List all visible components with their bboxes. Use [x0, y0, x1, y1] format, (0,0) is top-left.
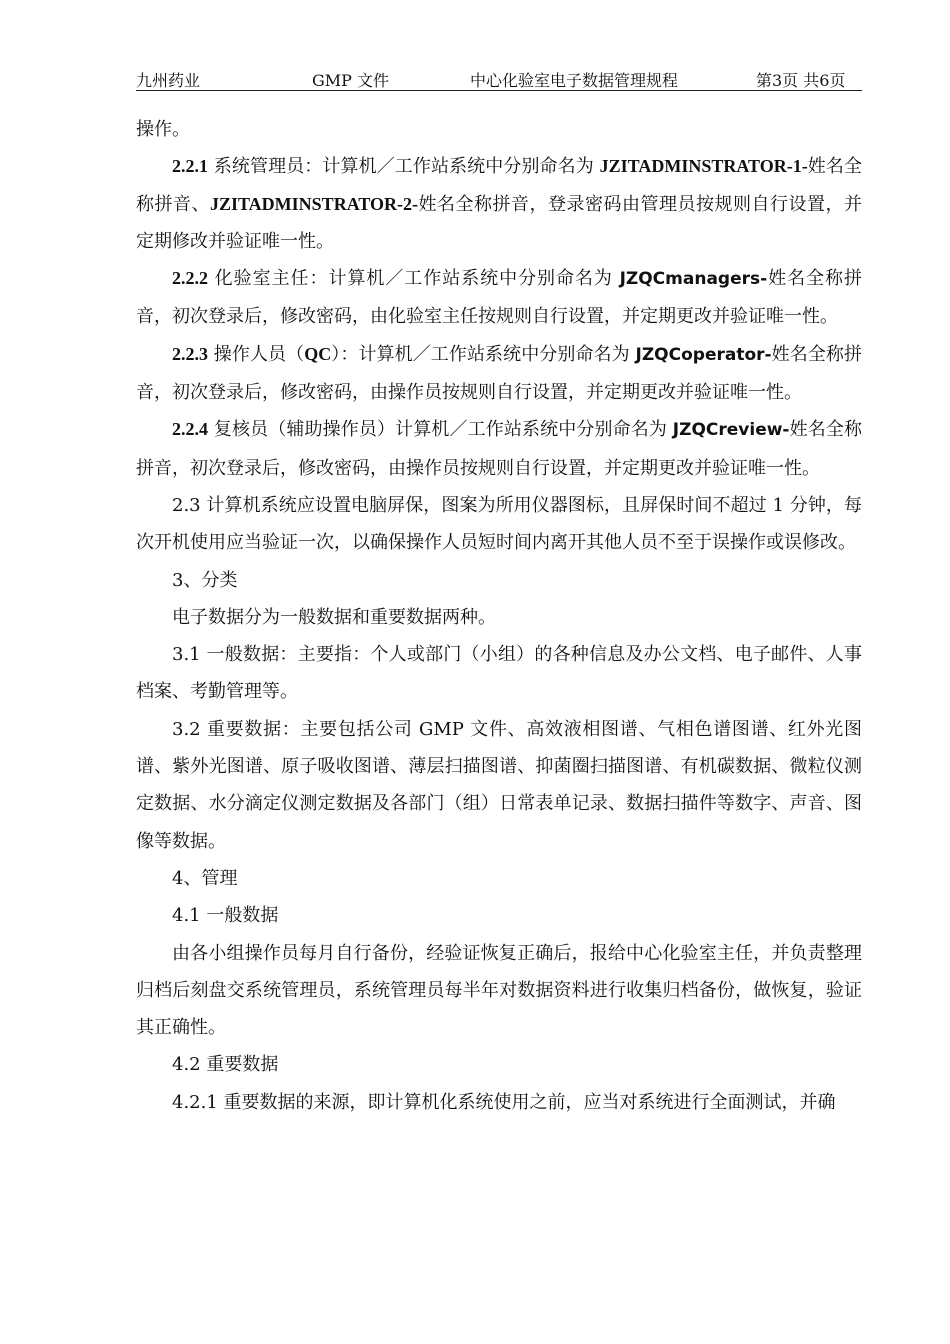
paragraph-2-3: 2.3 计算机系统应设置电脑屏保，图案为所用仪器图标，且屏保时间不超过 1 分钟，每次开机使用应当验证一次，以确保操作人员短时间内离开其他人员不至于误操作或误修改。 [136, 494, 862, 554]
paragraph-text: ）：计算机／工作站系统中分别命名为 [331, 343, 636, 365]
paragraph-continuation: 操作。 [136, 119, 190, 140]
paragraph-text: 复核员（辅助操作员）计算机／工作站系统中分别命名为 [208, 419, 673, 441]
section-heading-management: 4、管理 [172, 867, 238, 889]
clause-number: 2.2.2 [172, 268, 208, 289]
paragraph-text: 操作人员（ [208, 343, 305, 365]
clause-number: 2.2.1 [172, 156, 208, 177]
paragraph-text: 姓名全称拼音、 [136, 156, 862, 215]
header-page-info: 第3页 共6页 [756, 71, 846, 90]
qc-label: QC [304, 343, 332, 364]
account-name-code: JZITADMINSTRATOR-1- [599, 156, 808, 177]
paragraph-2-2-2 [136, 260, 862, 336]
paragraph-text: 姓名全称拼音，登录密码由管理员按规则自行设置，并定期修改并验证唯一性。 [136, 193, 863, 252]
paragraph-3-1: 3.1 一般数据：主要指：个人或部门（小组）的各种信息及办公文档、电子邮件、人事档案、考勤管理等。 [136, 644, 862, 703]
clause-number: 2.2.4 [172, 419, 208, 440]
subsection-heading-4-1: 4.1 一般数据 [172, 905, 279, 927]
paragraph-4-2-1: 4.2.1 重要数据的来源，即计算机化系统使用之前，应当对系统进行全面测试，并确 [172, 1091, 836, 1113]
document-body [136, 111, 862, 1121]
subsection-heading-4-2: 4.2 重要数据 [172, 1054, 279, 1076]
account-name-code: JZQCmanagers- [619, 269, 768, 290]
paragraph-text: 由各小组操作员每月自行备份，经验证恢复正确后，报给中心化验室主任，并负责整理归档后刻盘交系统管理员，系统管理员每半年对数据资料进行收集归档备份，做恢复，验证其正确性。 [136, 942, 862, 1039]
paragraph-text: 电子数据分为一般数据和重要数据两种。 [172, 606, 496, 628]
header-company: 九州药业 [136, 71, 201, 90]
paragraph-3-2: 3.2 重要数据：主要包括公司 GMP 文件、高效液相图谱、气相色谱图谱、红外光图谱、紫外光图谱、原子吸收图谱、薄层扫描图谱、抑菌圈扫描图谱、有机碳数据、微粒仪测定数据、水分滴定仪测定数据及各部门（组）日常表单记录、数据扫描件等数字、声音、图像等数据。 [136, 718, 862, 852]
paragraph-text: 化验室主任：计算机／工作站系统中分别命名为 [208, 268, 620, 290]
account-name-code: JZQCreview- [672, 420, 790, 441]
paragraph-text: 系统管理员：计算机／工作站系统中分别命名为 [208, 156, 600, 178]
clause-number: 2.2.3 [172, 343, 208, 364]
paragraph-text: 姓名全称拼音，初次登录后，修改密码，由操作员按规则自行设置，并定期更改并验证唯一性。 [136, 343, 862, 404]
paragraph-text: 姓名全称拼音，初次登录后，修改密码，由化验室主任按规则自行设置，并定期更改并验证唯一性。 [136, 268, 862, 328]
account-name-code: JZITADMINSTRATOR-2- [210, 193, 419, 214]
section-heading-classification: 3、分类 [172, 569, 238, 591]
page-header [136, 66, 862, 91]
account-name-code: JZQCoperator- [635, 344, 772, 365]
paragraph-text: 姓名全称拼音，初次登录后，修改密码，由操作员按规则自行设置，并定期更改并验证唯一性。 [136, 419, 862, 479]
header-doc-type: GMP 文件 [312, 71, 390, 90]
paragraph-2-2-3 [136, 336, 862, 412]
paragraph-2-2-4 [136, 411, 862, 487]
header-doc-title: 中心化验室电子数据管理规程 [470, 71, 679, 90]
paragraph-2-2-1 [136, 148, 862, 260]
